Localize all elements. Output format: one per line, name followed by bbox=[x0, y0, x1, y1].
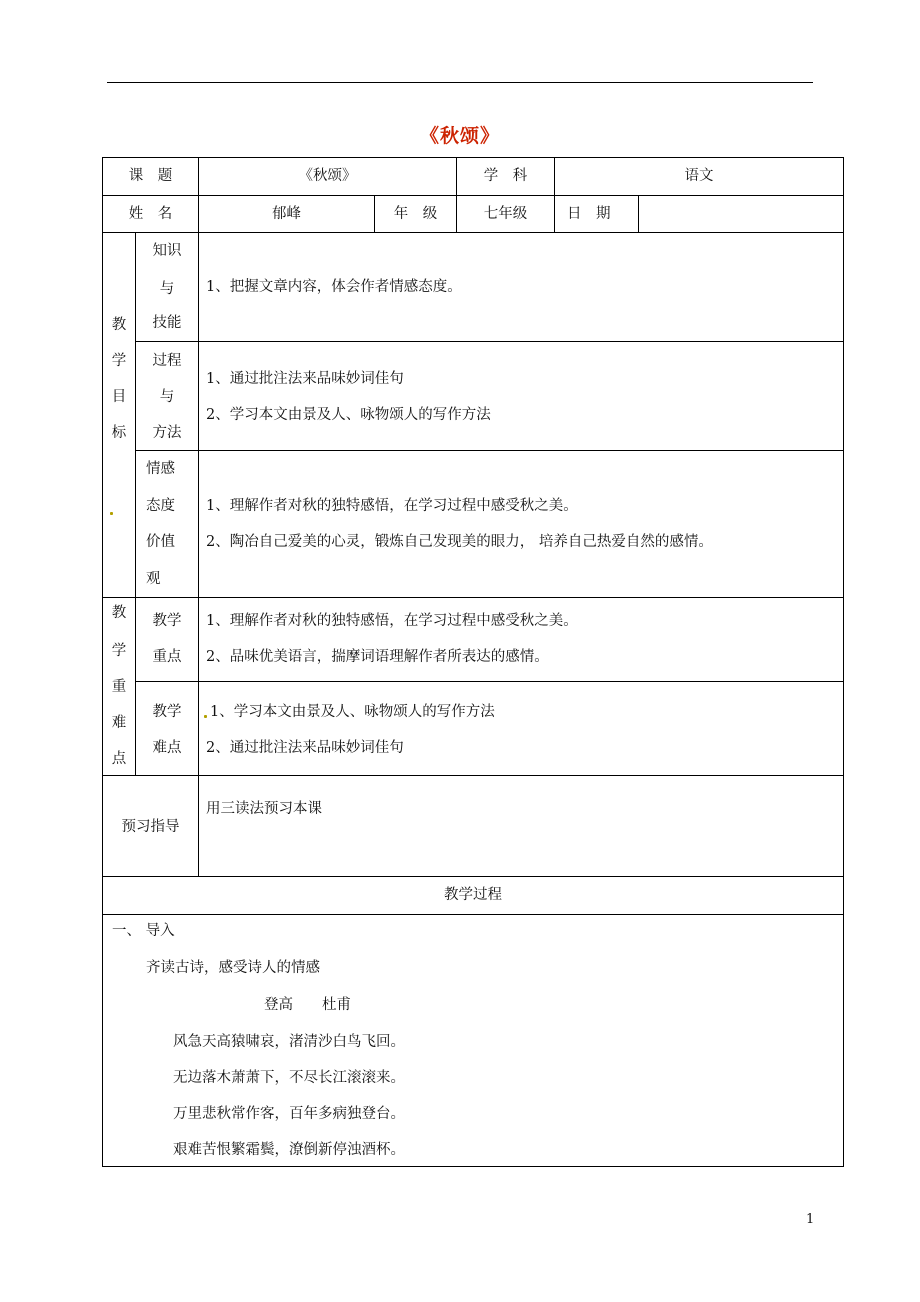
goal-knowledge-text: 1、把握文章内容，体会作者情感态度。 bbox=[206, 279, 462, 295]
intro-text: 齐读古诗，感受诗人的情感 bbox=[146, 960, 320, 976]
preview-label: 预习指导 bbox=[121, 819, 180, 835]
keypoint-difficulty-line-1: 1、学习本文由景及人、咏物颂人的写作方法 bbox=[210, 704, 495, 720]
poem-line-1: 风急天高猿啸哀，渚清沙白鸟飞回。 bbox=[173, 1034, 405, 1050]
subject-label: 学 科 bbox=[483, 168, 528, 184]
header-rule bbox=[107, 82, 813, 83]
poem-line-2: 无边落木萧萧下，不尽长江滚滚来。 bbox=[173, 1070, 405, 1086]
stray-mark bbox=[204, 715, 207, 718]
name-label: 姓 名 bbox=[128, 206, 173, 222]
process-header: 教学过程 bbox=[444, 887, 502, 903]
goal-process-line-1: 1、通过批注法来品味妙词佳句 bbox=[206, 371, 404, 387]
goal-process-line-2: 2、学习本文由景及人、咏物颂人的写作方法 bbox=[206, 407, 491, 423]
name-value: 郁峰 bbox=[272, 206, 301, 222]
page-number: 1 bbox=[806, 1212, 815, 1227]
keypoint-difficulty-line-2: 2、通过批注法来品味妙词佳句 bbox=[206, 740, 404, 756]
subject-value: 语文 bbox=[684, 168, 714, 184]
stray-mark bbox=[110, 512, 113, 515]
grade-value: 七年级 bbox=[483, 206, 528, 222]
keypoint-focus-line-1: 1、理解作者对秋的独特感悟，在学习过程中感受秋之美。 bbox=[206, 613, 578, 629]
goal-emotion-line-1: 1、理解作者对秋的独特感悟，在学习过程中感受秋之美。 bbox=[206, 498, 578, 514]
goal-emotion-line-2: 2、陶冶自己爱美的心灵，锻炼自己发现美的眼力， 培养自己热爱自然的感情。 bbox=[206, 534, 713, 550]
section-title: 一、 导入 bbox=[112, 923, 175, 939]
course-label: 课 题 bbox=[128, 168, 173, 184]
course-value: 《秋颂》 bbox=[298, 168, 357, 184]
preview-text: 用三读法预习本课 bbox=[206, 801, 322, 817]
poem-line-4: 艰难苦恨繁霜鬓，潦倒新停浊酒杯。 bbox=[173, 1142, 405, 1158]
date-label: 日 期 bbox=[567, 206, 611, 222]
grade-label: 年 级 bbox=[393, 206, 438, 222]
poem-line-3: 万里悲秋常作客，百年多病独登台。 bbox=[173, 1106, 405, 1122]
document-title: 《秋颂》 bbox=[419, 125, 500, 147]
poem-title: 登高 杜甫 bbox=[264, 997, 351, 1013]
keypoint-focus-line-2: 2、品味优美语言，揣摩词语理解作者所表达的感情。 bbox=[206, 649, 549, 665]
